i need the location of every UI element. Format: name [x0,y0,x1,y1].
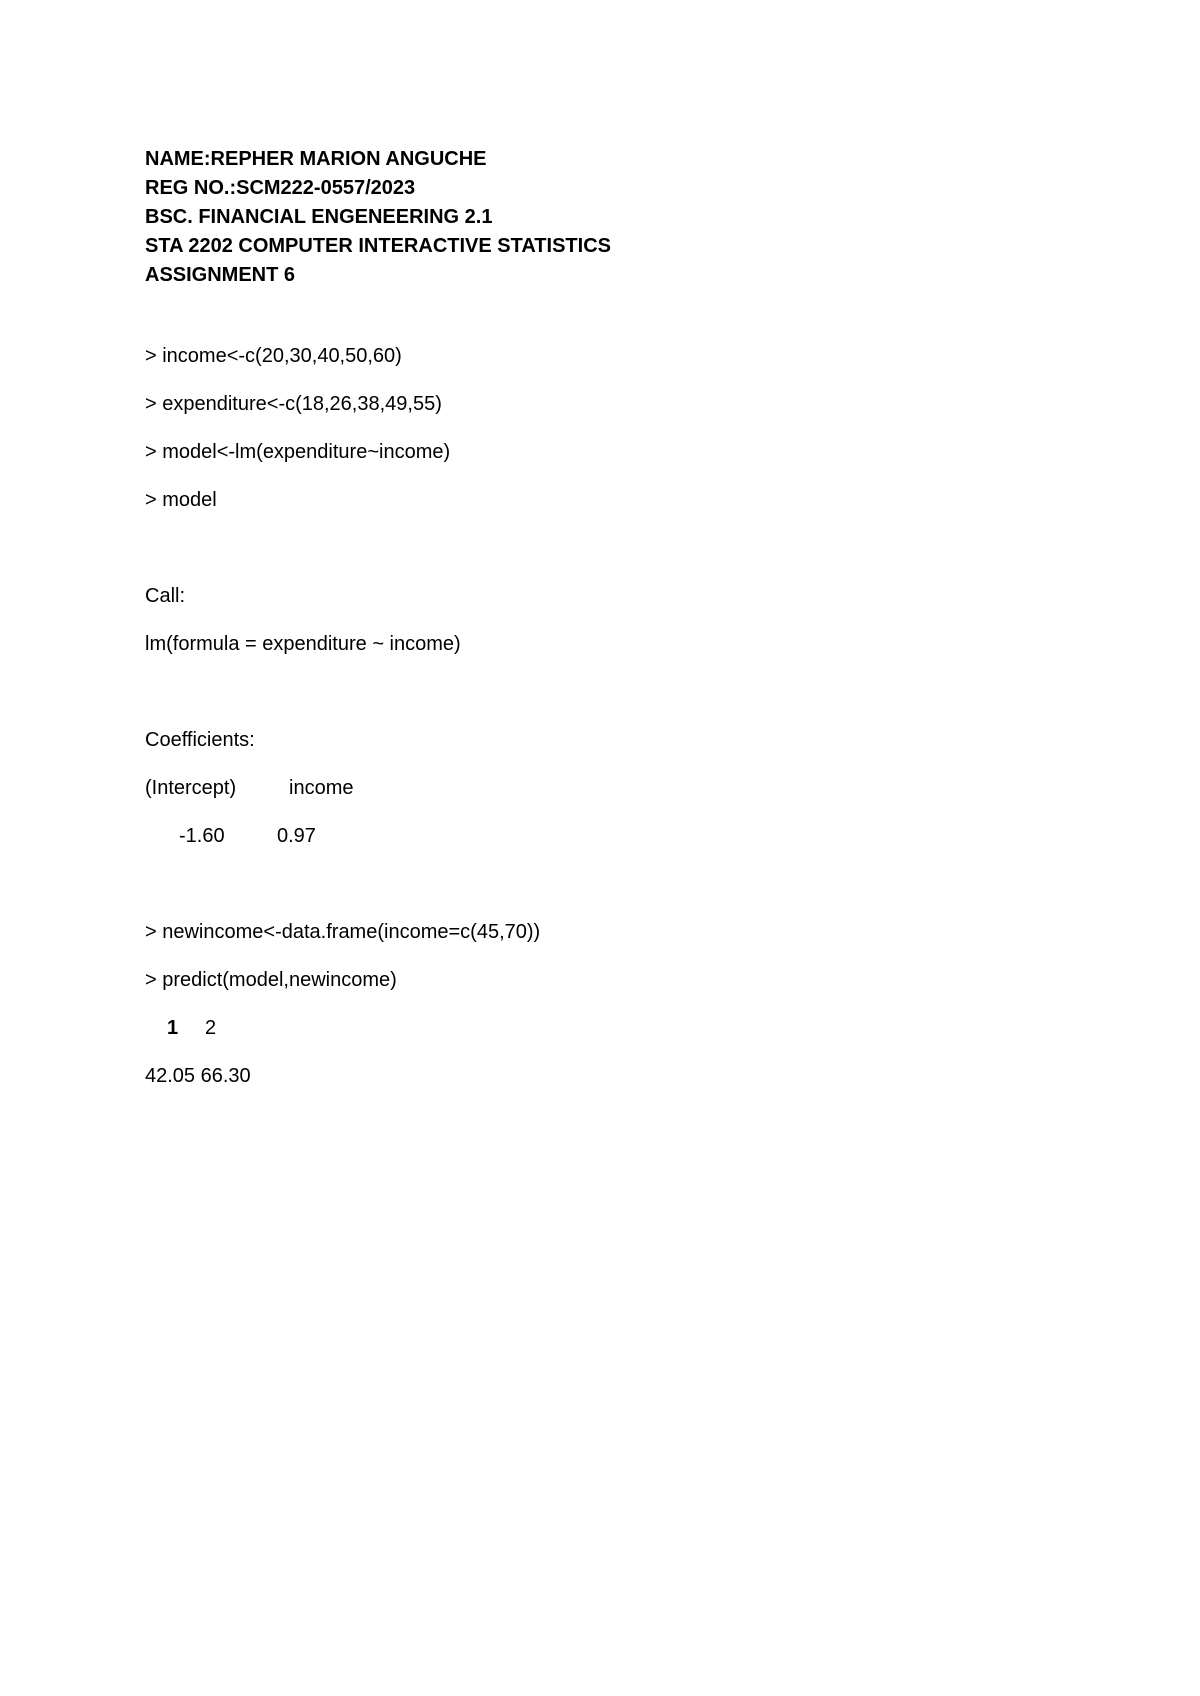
expenditure-command: > expenditure<-c(18,26,38,49,55) [145,393,442,415]
intercept-value: -1.60 [179,825,225,847]
call-formula: lm(formula = expenditure ~ income) [145,633,461,655]
income-coefficient-value: 0.97 [277,825,316,847]
predict-command: > predict(model,newincome) [145,969,397,991]
prediction-index-2: 2 [205,1017,217,1039]
model-fit-command: > model<-lm(expenditure~income) [145,441,451,463]
coefficients-label: Coefficients: [145,729,255,751]
prediction-values: 42.05 66.30 [145,1065,251,1087]
assignment-title: ASSIGNMENT 6 [145,264,296,286]
model-print-command: > model [145,489,217,511]
income-header: income [289,777,354,799]
newincome-command: > newincome<-data.frame(income=c(45,70)) [145,921,541,943]
student-name: NAME:REPHER MARION ANGUCHE [145,148,487,170]
registration-number: REG NO.:SCM222-0557/2023 [145,177,416,199]
prediction-index-1: 1 [167,1017,179,1039]
programme: BSC. FINANCIAL ENGENEERING 2.1 [145,206,493,228]
income-command: > income<-c(20,30,40,50,60) [145,345,402,367]
call-label: Call: [145,585,186,607]
intercept-header: (Intercept) [145,777,237,799]
course-title: STA 2202 COMPUTER INTERACTIVE STATISTICS [145,235,611,257]
